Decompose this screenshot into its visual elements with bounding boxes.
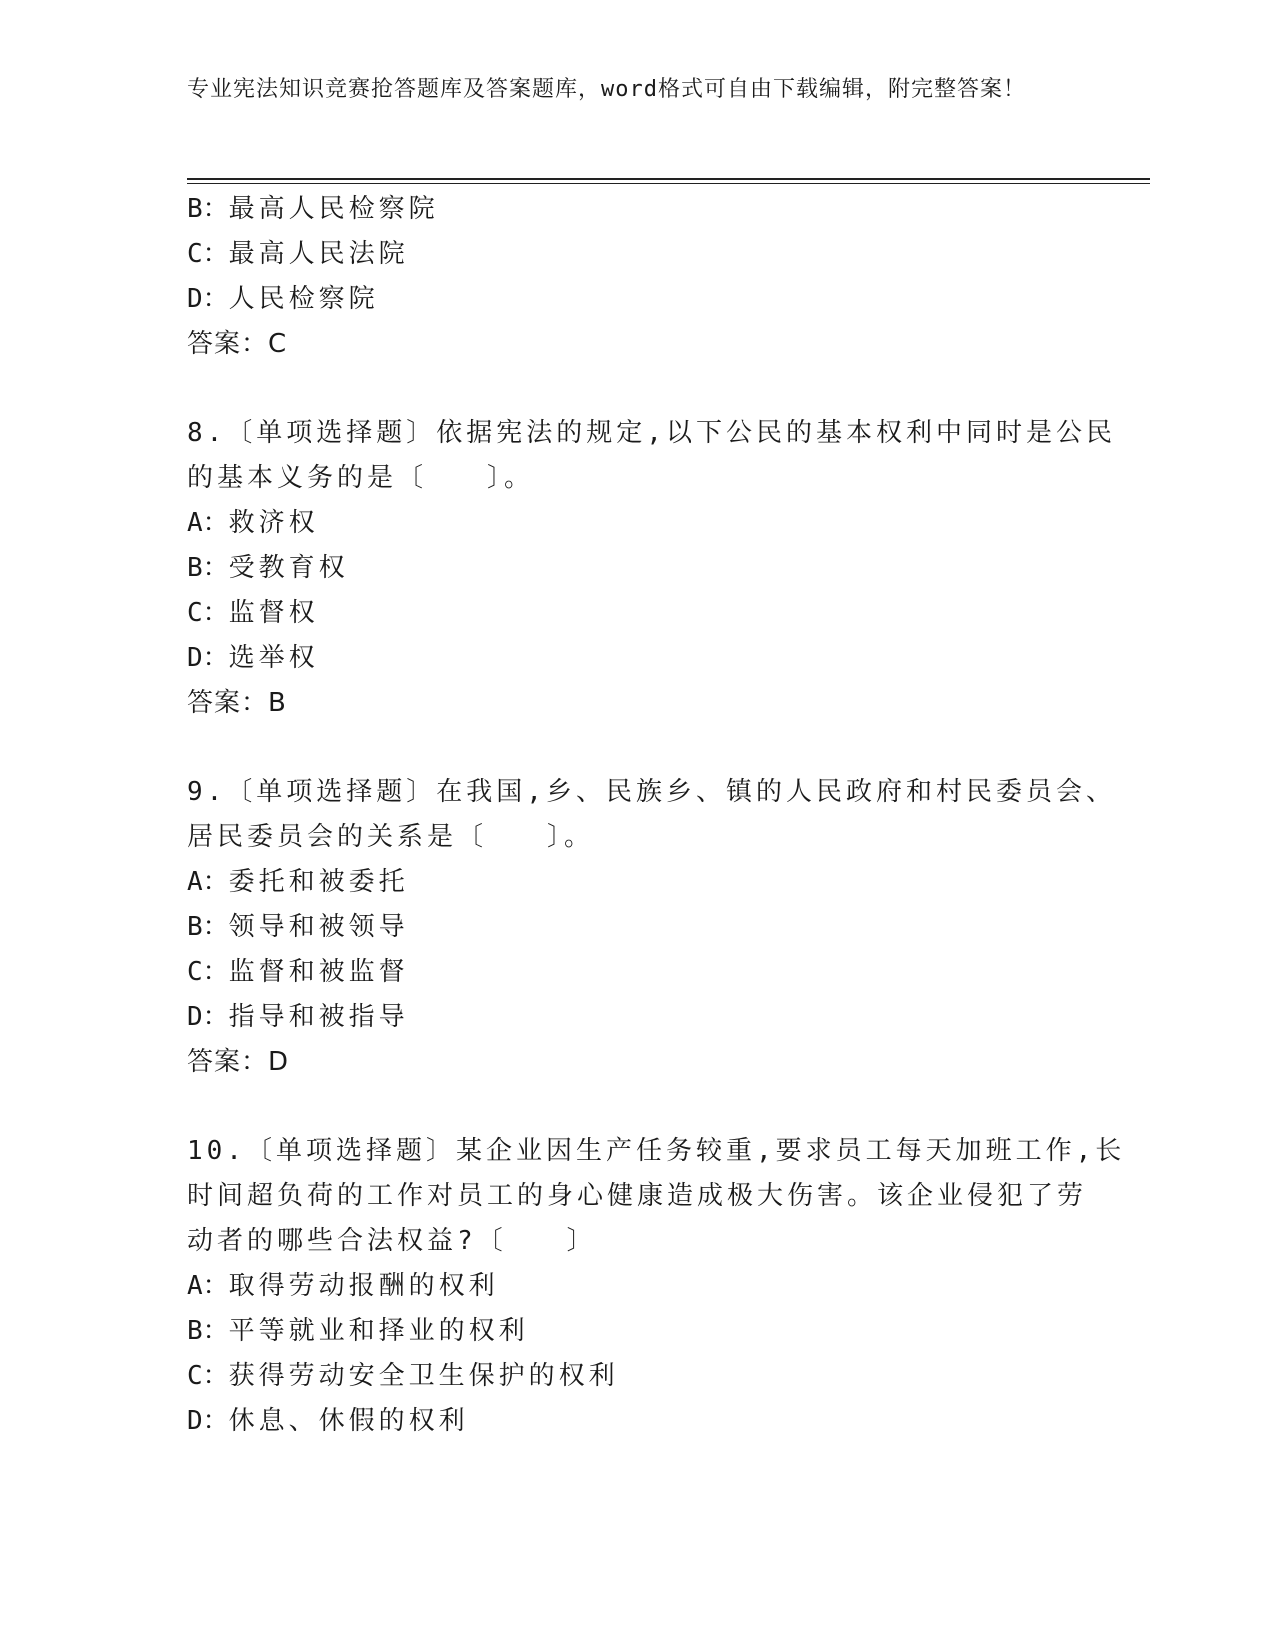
header-divider-thin [187, 183, 1150, 184]
question-text-line: 时间超负荷的工作对员工的身心健康造成极大伤害。该企业侵犯了劳 [187, 1181, 1088, 1211]
answer-line: 答案：B [187, 688, 287, 718]
option-line: D：选举权 [187, 643, 319, 673]
option-line: B：受教育权 [187, 553, 349, 583]
question-text-line: 居民委员会的关系是〔 〕。 [187, 822, 595, 852]
option-line: B：平等就业和择业的权利 [187, 1316, 529, 1346]
answer-line: 答案：D [187, 1047, 290, 1077]
option-line: C：监督权 [187, 598, 319, 628]
option-line: B：领导和被领导 [187, 912, 409, 942]
header-divider-thick [187, 178, 1150, 180]
option-line: D：指导和被指导 [187, 1002, 409, 1032]
option-line: A：委托和被委托 [187, 867, 409, 897]
option-line: D：休息、休假的权利 [187, 1406, 469, 1436]
question-text-line: 9.〔单项选择题〕在我国,乡、民族乡、镇的人民政府和村民委员会、 [187, 777, 1116, 807]
option-line: C：最高人民法院 [187, 239, 409, 269]
option-line: A：救济权 [187, 508, 319, 538]
option-line: B：最高人民检察院 [187, 194, 439, 224]
option-line: A：取得劳动报酬的权利 [187, 1271, 499, 1301]
question-text-line: 动者的哪些合法权益?〔 〕 [187, 1226, 597, 1256]
document-header: 专业宪法知识竞赛抢答题库及答案题库，word格式可自由下载编辑，附完整答案！ [187, 77, 1026, 102]
option-line: C：获得劳动安全卫生保护的权利 [187, 1361, 619, 1391]
question-text-line: 10.〔单项选择题〕某企业因生产任务较重,要求员工每天加班工作,长 [187, 1136, 1126, 1166]
question-text-line: 的基本义务的是〔 〕。 [187, 463, 535, 493]
answer-line: 答案：C [187, 329, 288, 359]
option-line: C：监督和被监督 [187, 957, 409, 987]
option-line: D：人民检察院 [187, 284, 379, 314]
question-text-line: 8.〔单项选择题〕依据宪法的规定,以下公民的基本权利中同时是公民 [187, 418, 1116, 448]
